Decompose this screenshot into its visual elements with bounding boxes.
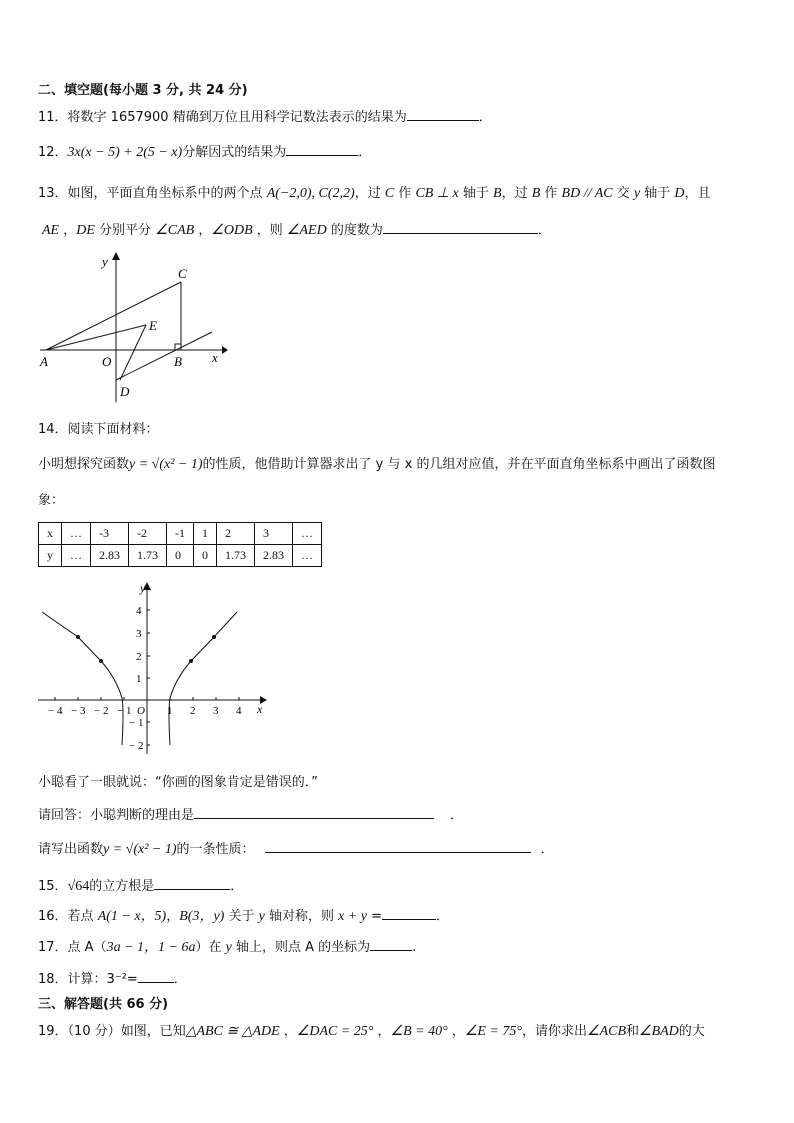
math: ∠E = 75° [464, 1024, 522, 1039]
table-row [39, 545, 322, 567]
question-text: 请写出函数 [38, 842, 104, 857]
answer-blank[interactable] [370, 938, 412, 951]
question-14-intro-line-1 [38, 453, 715, 473]
math: B [493, 186, 502, 201]
label-y: y [102, 254, 108, 269]
question-text: ， [447, 1024, 465, 1039]
segment-AC [46, 282, 181, 350]
question-14-comment: 小聪看了一眼就说：“你画的图象肯定是错误的．” [38, 775, 318, 790]
table-cell: 3 [255, 523, 293, 545]
x-axis-label: x [257, 702, 263, 716]
question-text: 和 [626, 1024, 640, 1039]
question-text: ， [279, 1024, 297, 1039]
x-tick-label: − 2 [94, 705, 109, 717]
question-17 [38, 936, 416, 956]
question-end: ． [436, 909, 450, 924]
math: y [633, 186, 641, 201]
answer-blank[interactable] [154, 877, 230, 890]
text: ，过 [354, 186, 385, 201]
table-cell: 2.83 [255, 545, 293, 567]
math: △ABC ≅ △ADE [185, 1024, 280, 1039]
answer-blank[interactable] [265, 840, 531, 853]
question-end: ． [478, 110, 492, 125]
question-end: ． [540, 842, 554, 857]
curve-right-branch [169, 612, 237, 745]
text: 的性质，他借助计算器求出了 y 与 x 的几组对应值，并在平面直角坐标系中画出了函数图 [202, 457, 716, 472]
math: ∠BAD [639, 1024, 679, 1039]
table-cell: … [62, 545, 91, 567]
question-end: ． [358, 145, 372, 160]
label-E: E [149, 318, 157, 333]
math: B(3，y) [179, 909, 225, 924]
math: B [531, 186, 541, 201]
math-expression: 3x(x − 5) + 2(5 − x) [67, 145, 183, 160]
math-points: A(−2,0), C(2,2) [266, 186, 355, 201]
question-text: 分解因式的结果为 [182, 145, 287, 160]
table-cell: -2 [129, 523, 167, 545]
math: C [384, 186, 395, 201]
x-tick-label: 3 [213, 705, 219, 717]
question-number: 14． [38, 422, 68, 437]
question-end: ． [450, 808, 464, 823]
y-axis-arrow [112, 252, 120, 260]
question-11 [38, 106, 492, 125]
text: 的度数为 [326, 223, 383, 238]
question-number: 13． [38, 186, 68, 201]
table-cell: 0 [167, 545, 194, 567]
x-tick-label: − 4 [48, 705, 63, 717]
question-text: ， [166, 909, 180, 924]
question-text: = [366, 909, 382, 924]
table-cell: … [293, 523, 322, 545]
question-text: 若点 [67, 909, 98, 924]
question-text: 将数字 1657900 精确到万位且用科学记数法表示的结果为 [67, 110, 407, 125]
text: ，过 [501, 186, 532, 201]
x-axis-arrow [222, 346, 228, 354]
question-18 [38, 968, 187, 987]
math: ∠ODB [211, 223, 253, 238]
math: A(1 − x，5) [97, 909, 167, 924]
text: ， [59, 223, 77, 238]
x-tick-label: − 3 [71, 705, 86, 717]
text: 轴于 [458, 186, 494, 201]
table-cell: 2 [217, 523, 255, 545]
text: 作 [394, 186, 416, 201]
text: ，则 [252, 223, 287, 238]
question-text: ，请你求出 [522, 1024, 588, 1039]
label-B: B [174, 354, 182, 369]
table-cell: y [39, 545, 62, 567]
answer-blank[interactable] [194, 806, 434, 819]
x-tick-label: 4 [236, 705, 242, 717]
origin-label: O [137, 705, 145, 717]
question-text: （10 分）如图，已知 [67, 1024, 186, 1039]
question-number: 15． [38, 879, 68, 894]
curve-left-branch [42, 612, 123, 745]
question-end: ． [230, 879, 244, 894]
question-text: 点 A（ [67, 940, 107, 955]
question-12 [38, 141, 371, 161]
text: 如图，平面直角坐标系中的两个点 [67, 186, 267, 201]
section-heading-fill-in: 二、填空题(每小题 3 分, 共 24 分) [38, 83, 248, 98]
question-14-intro-line-2: 象： [38, 493, 65, 508]
table-cell: -1 [167, 523, 194, 545]
question-number: 11． [38, 110, 68, 125]
math: y [258, 909, 265, 924]
y-tick-label: 3 [136, 628, 142, 640]
question-end: ． [537, 223, 551, 238]
table-cell: 0 [194, 545, 217, 567]
question-text: 的一条性质： [176, 842, 255, 857]
table-cell: -3 [91, 523, 129, 545]
question-number: 18． [38, 972, 68, 987]
math: AE [42, 223, 60, 238]
math: ∠AED [286, 223, 327, 238]
question-text: ）在 [195, 940, 226, 955]
graph-point [212, 635, 216, 639]
table-cell: 1.73 [129, 545, 167, 567]
y-tick-label: − 1 [129, 717, 144, 729]
answer-blank[interactable] [383, 221, 538, 234]
text: 作 [540, 186, 562, 201]
label-A: A [40, 354, 48, 369]
answer-blank[interactable] [138, 970, 174, 983]
question-text: 计算：3⁻²= [67, 972, 138, 987]
y-tick-label: 2 [136, 651, 142, 663]
function-expression: y = √(x² − 1) [129, 457, 203, 472]
question-13-line-1 [38, 182, 711, 202]
math: ∠DAC = 25° [296, 1024, 374, 1039]
y-tick-label: 1 [136, 673, 142, 685]
q13-geometry-figure [36, 250, 236, 410]
question-text: 阅读下面材料： [67, 422, 159, 437]
x-tick-label: 1 [167, 705, 173, 717]
label-C: C [178, 266, 187, 281]
value-table [38, 522, 322, 567]
question-end: ． [173, 972, 187, 987]
question-text: 的大 [678, 1024, 705, 1039]
y-tick-label: 4 [136, 605, 142, 617]
table-row [39, 523, 322, 545]
question-14-ask-2 [38, 838, 554, 858]
answer-blank[interactable] [286, 143, 358, 156]
answer-blank[interactable] [382, 907, 436, 920]
table-cell: 2.83 [91, 545, 129, 567]
math: CB ⊥ x [415, 186, 459, 201]
math: D [674, 186, 685, 201]
math: DE [76, 223, 95, 238]
function-expression: y = √(x² − 1) [103, 842, 177, 857]
table-cell: 1.73 [217, 545, 255, 567]
text: ， [194, 223, 212, 238]
text: 分别平分 [94, 223, 156, 238]
question-text: 轴上，则点 A 的坐标为 [231, 940, 371, 955]
question-number: 16． [38, 909, 68, 924]
table-cell: … [62, 523, 91, 545]
text: 轴于 [640, 186, 675, 201]
x-tick-label: 2 [190, 705, 196, 717]
text: 交 [612, 186, 634, 201]
question-number: 12． [38, 145, 68, 160]
question-text: 关于 [224, 909, 259, 924]
x-tick-label: − 1 [117, 705, 132, 717]
math: 3a − 1，1 − 6a [106, 940, 196, 955]
graph-point [99, 659, 103, 663]
table-cell: … [293, 545, 322, 567]
graph-point [189, 659, 193, 663]
section-heading-solutions: 三、解答题(共 66 分) [38, 997, 169, 1012]
table-cell: 1 [194, 523, 217, 545]
y-tick-label: − 2 [129, 740, 144, 752]
q14-function-graph [34, 580, 270, 758]
math: BD // AC [561, 186, 613, 201]
graph-point [76, 635, 80, 639]
question-14-ask-1 [38, 804, 463, 823]
text: 小明想探究函数 [38, 457, 130, 472]
question-text: 的立方根是 [89, 879, 155, 894]
label-x: x [212, 350, 218, 365]
text: ，且 [684, 186, 711, 201]
math: ∠CAB [155, 223, 195, 238]
y-axis-label: y [140, 581, 146, 595]
question-19 [38, 1020, 705, 1040]
math: ∠ACB [587, 1024, 627, 1039]
question-16 [38, 905, 449, 925]
label-D: D [120, 384, 130, 399]
answer-blank[interactable] [407, 108, 479, 121]
question-text: 请回答：小聪判断的理由是 [38, 808, 195, 823]
question-15 [38, 875, 243, 895]
math: ∠B = 40° [390, 1024, 448, 1039]
label-O: O [102, 354, 112, 369]
question-number: 17． [38, 940, 68, 955]
math: y [225, 940, 232, 955]
math: x + y [338, 909, 367, 924]
question-text: 轴对称，则 [264, 909, 339, 924]
table-cell: x [39, 523, 62, 545]
line-BD [116, 332, 212, 380]
question-end: . [412, 940, 417, 955]
question-number: 19． [38, 1024, 68, 1039]
question-13-line-2 [42, 219, 551, 239]
segment-AE [46, 325, 146, 350]
question-14-title [38, 418, 159, 437]
math-expression: √64 [67, 879, 90, 894]
question-text: ， [373, 1024, 391, 1039]
